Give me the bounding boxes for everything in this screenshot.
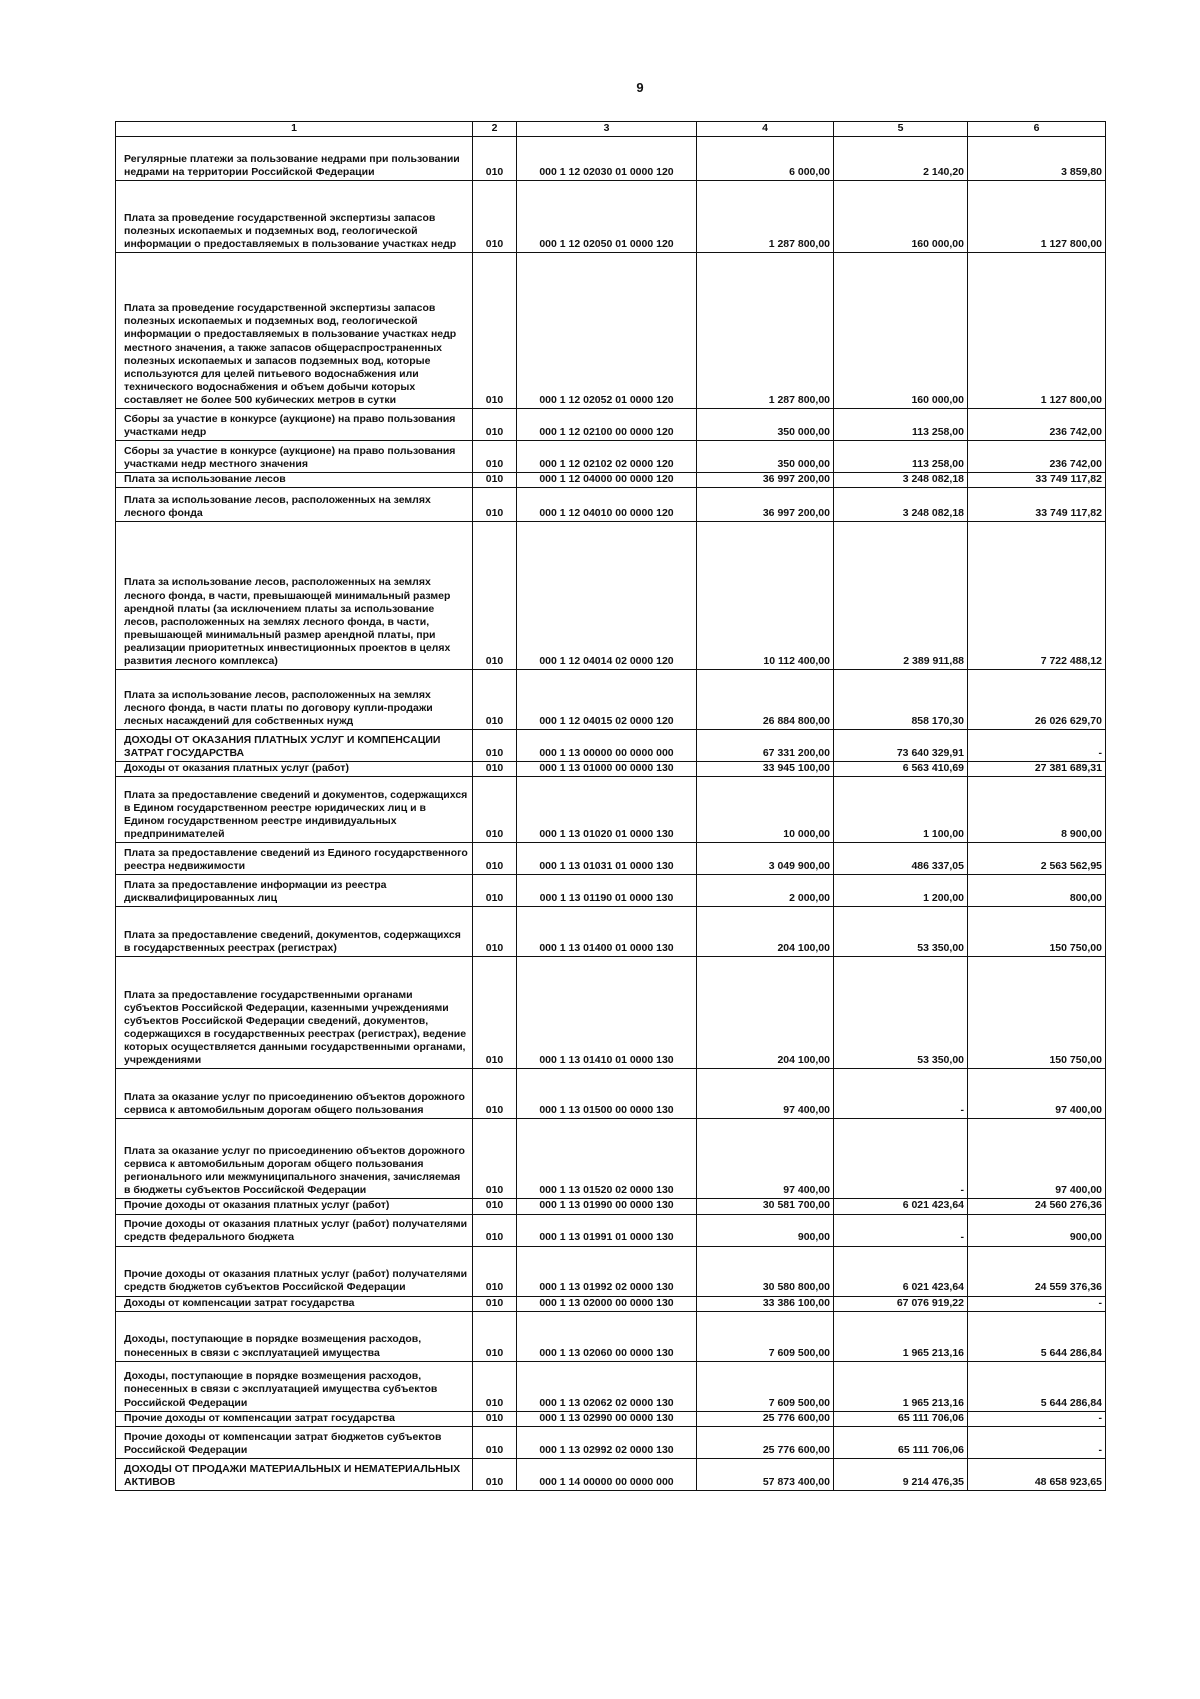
table-row <box>116 253 1106 409</box>
table-row <box>116 522 1106 670</box>
row-code: 010 <box>473 1199 517 1214</box>
row-code: 010 <box>473 1426 517 1458</box>
row-name: Доходы от оказания платных услуг (работ) <box>116 762 473 777</box>
row-plan: 97 400,00 <box>697 1069 834 1119</box>
row-executed: 1 965 213,16 <box>834 1361 968 1411</box>
row-executed: 65 111 706,06 <box>834 1426 968 1458</box>
row-name: Прочие доходы от оказания платных услуг (работ) получателями средств федерального бюджета <box>116 1214 473 1246</box>
row-code: 010 <box>473 875 517 907</box>
row-code: 010 <box>473 488 517 522</box>
row-name: Плата за предоставление сведений, документов, содержащихся в государственных реестрах (регистрах) <box>116 907 473 957</box>
row-executed: 1 965 213,16 <box>834 1311 968 1361</box>
row-kbk: 000 1 14 00000 00 0000 000 <box>517 1458 697 1490</box>
row-name: Плата за проведение государственной экспертизы запасов полезных ископаемых и подземных вод, геологической информации о предоставляемых в пользование участках недр <box>116 181 473 253</box>
row-remainder: 150 750,00 <box>968 957 1106 1069</box>
table-row <box>116 441 1106 473</box>
row-plan: 1 287 800,00 <box>697 253 834 409</box>
row-remainder: - <box>968 730 1106 762</box>
row-kbk: 000 1 13 01190 01 0000 130 <box>517 875 697 907</box>
row-kbk: 000 1 12 04015 02 0000 120 <box>517 670 697 730</box>
row-code: 010 <box>473 137 517 181</box>
row-remainder: 48 658 923,65 <box>968 1458 1106 1490</box>
row-plan: 30 581 700,00 <box>697 1199 834 1214</box>
row-code: 010 <box>473 777 517 843</box>
row-remainder: 900,00 <box>968 1214 1106 1246</box>
row-plan: 67 331 200,00 <box>697 730 834 762</box>
row-remainder: 150 750,00 <box>968 907 1106 957</box>
row-remainder: 26 026 629,70 <box>968 670 1106 730</box>
table-row <box>116 843 1106 875</box>
row-name: Прочие доходы от компенсации затрат бюджетов субъектов Российской Федерации <box>116 1426 473 1458</box>
table-row <box>116 1296 1106 1311</box>
table-row <box>116 1069 1106 1119</box>
row-name: Доходы, поступающие в порядке возмещения расходов, понесенных в связи с эксплуатацией имущества <box>116 1311 473 1361</box>
row-code: 010 <box>473 1296 517 1311</box>
column-header: 6 <box>968 122 1106 137</box>
table-row <box>116 1199 1106 1214</box>
row-plan: 350 000,00 <box>697 441 834 473</box>
column-header: 1 <box>116 122 473 137</box>
row-name: Доходы от компенсации затрат государства <box>116 1296 473 1311</box>
table-row <box>116 957 1106 1069</box>
row-code: 010 <box>473 1311 517 1361</box>
row-plan: 36 997 200,00 <box>697 488 834 522</box>
row-name: Прочие доходы от оказания платных услуг (работ) получателями средств бюджетов субъектов Российской Федерации <box>116 1246 473 1296</box>
table-row <box>116 1311 1106 1361</box>
row-executed: 9 214 476,35 <box>834 1458 968 1490</box>
row-name: Плата за использование лесов, расположенных на землях лесного фонда, в части, превышающей минимальный размер арендной платы (за исключением платы за использование лесов, расположенных на землях лесного фонда, в части, превышающей минимальный размер арендной платы, при реализации приоритетных инвестиционных проектов в целях развития лесного комплекса) <box>116 522 473 670</box>
row-remainder: 236 742,00 <box>968 409 1106 441</box>
row-code: 010 <box>473 907 517 957</box>
row-executed: 3 248 082,18 <box>834 488 968 522</box>
row-kbk: 000 1 13 01031 01 0000 130 <box>517 843 697 875</box>
row-kbk: 000 1 12 04000 00 0000 120 <box>517 473 697 488</box>
table-row <box>116 473 1106 488</box>
row-code: 010 <box>473 730 517 762</box>
row-name: Сборы за участие в конкурсе (аукционе) на право пользования участками недр местного значения <box>116 441 473 473</box>
row-kbk: 000 1 13 01520 02 0000 130 <box>517 1119 697 1199</box>
row-code: 010 <box>473 1069 517 1119</box>
row-kbk: 000 1 13 01000 00 0000 130 <box>517 762 697 777</box>
column-header: 4 <box>697 122 834 137</box>
row-name: Плата за предоставление информации из реестра дисквалифицированных лиц <box>116 875 473 907</box>
table-row <box>116 137 1106 181</box>
row-kbk: 000 1 13 01991 01 0000 130 <box>517 1214 697 1246</box>
row-executed: 3 248 082,18 <box>834 473 968 488</box>
row-remainder: 236 742,00 <box>968 441 1106 473</box>
table-row <box>116 488 1106 522</box>
row-remainder: 24 560 276,36 <box>968 1199 1106 1214</box>
row-executed: 113 258,00 <box>834 409 968 441</box>
table-row <box>116 1214 1106 1246</box>
row-code: 010 <box>473 441 517 473</box>
row-code: 010 <box>473 1411 517 1426</box>
row-name: Регулярные платежи за пользование недрами при пользовании недрами на территории Российской Федерации <box>116 137 473 181</box>
table-row <box>116 409 1106 441</box>
row-name: ДОХОДЫ ОТ ПРОДАЖИ МАТЕРИАЛЬНЫХ И НЕМАТЕРИАЛЬНЫХ АКТИВОВ <box>116 1458 473 1490</box>
table-row <box>116 1411 1106 1426</box>
row-name: Плата за оказание услуг по присоединению объектов дорожного сервиса к автомобильным дорогам общего пользования регионального или межмуниципального значения, зачисляемая в бюджеты субъектов Российской Федерации <box>116 1119 473 1199</box>
row-executed: 73 640 329,91 <box>834 730 968 762</box>
row-executed: 858 170,30 <box>834 670 968 730</box>
row-executed: 113 258,00 <box>834 441 968 473</box>
row-kbk: 000 1 13 00000 00 0000 000 <box>517 730 697 762</box>
row-kbk: 000 1 13 01020 01 0000 130 <box>517 777 697 843</box>
row-remainder: 33 749 117,82 <box>968 488 1106 522</box>
row-remainder: 24 559 376,36 <box>968 1246 1106 1296</box>
row-name: Плата за использование лесов, расположенных на землях лесного фонда <box>116 488 473 522</box>
row-remainder: 2 563 562,95 <box>968 843 1106 875</box>
row-code: 010 <box>473 1119 517 1199</box>
row-executed: 2 140,20 <box>834 137 968 181</box>
row-kbk: 000 1 12 02052 01 0000 120 <box>517 253 697 409</box>
row-remainder: - <box>968 1411 1106 1426</box>
row-plan: 36 997 200,00 <box>697 473 834 488</box>
row-plan: 10 000,00 <box>697 777 834 843</box>
row-name: Плата за проведение государственной экспертизы запасов полезных ископаемых и подземных вод, геологической информации о предоставляемых в пользование участках недр местного значения, а также запасов общераспространенных полезных ископаемых и запасов подземных вод, которые используются для целей питьевого водоснабжения или технического водоснабжения и объем добычи которых составляет не более 500 кубических метров в сутки <box>116 253 473 409</box>
row-executed: 160 000,00 <box>834 181 968 253</box>
row-plan: 2 000,00 <box>697 875 834 907</box>
row-plan: 6 000,00 <box>697 137 834 181</box>
row-kbk: 000 1 12 02050 01 0000 120 <box>517 181 697 253</box>
table-row <box>116 181 1106 253</box>
table-row <box>116 762 1106 777</box>
row-plan: 10 112 400,00 <box>697 522 834 670</box>
row-kbk: 000 1 12 04010 00 0000 120 <box>517 488 697 522</box>
row-plan: 900,00 <box>697 1214 834 1246</box>
row-code: 010 <box>473 181 517 253</box>
row-kbk: 000 1 12 02102 02 0000 120 <box>517 441 697 473</box>
row-plan: 30 580 800,00 <box>697 1246 834 1296</box>
table-row <box>116 875 1106 907</box>
row-plan: 33 386 100,00 <box>697 1296 834 1311</box>
row-plan: 33 945 100,00 <box>697 762 834 777</box>
row-plan: 204 100,00 <box>697 957 834 1069</box>
row-remainder: 1 127 800,00 <box>968 181 1106 253</box>
row-code: 010 <box>473 1361 517 1411</box>
row-executed: 6 563 410,69 <box>834 762 968 777</box>
column-header: 5 <box>834 122 968 137</box>
row-executed: - <box>834 1069 968 1119</box>
table-row <box>116 1426 1106 1458</box>
page-number: 9 <box>636 80 644 95</box>
row-executed: 65 111 706,06 <box>834 1411 968 1426</box>
row-executed: 6 021 423,64 <box>834 1246 968 1296</box>
row-executed: 2 389 911,88 <box>834 522 968 670</box>
row-remainder: - <box>968 1426 1106 1458</box>
row-plan: 25 776 600,00 <box>697 1426 834 1458</box>
row-kbk: 000 1 13 02992 02 0000 130 <box>517 1426 697 1458</box>
row-code: 010 <box>473 522 517 670</box>
row-kbk: 000 1 12 02100 00 0000 120 <box>517 409 697 441</box>
row-kbk: 000 1 13 02990 00 0000 130 <box>517 1411 697 1426</box>
row-executed: 53 350,00 <box>834 957 968 1069</box>
row-plan: 3 049 900,00 <box>697 843 834 875</box>
column-header: 2 <box>473 122 517 137</box>
table-row <box>116 1119 1106 1199</box>
row-kbk: 000 1 12 04014 02 0000 120 <box>517 522 697 670</box>
row-code: 010 <box>473 253 517 409</box>
row-kbk: 000 1 13 02062 02 0000 130 <box>517 1361 697 1411</box>
row-plan: 7 609 500,00 <box>697 1311 834 1361</box>
row-name: Прочие доходы от компенсации затрат государства <box>116 1411 473 1426</box>
row-remainder: 97 400,00 <box>968 1119 1106 1199</box>
row-executed: 67 076 919,22 <box>834 1296 968 1311</box>
row-kbk: 000 1 13 01992 02 0000 130 <box>517 1246 697 1296</box>
column-number-row <box>116 122 1106 137</box>
row-name: Плата за оказание услуг по присоединению объектов дорожного сервиса к автомобильным дорогам общего пользования <box>116 1069 473 1119</box>
row-executed: - <box>834 1119 968 1199</box>
row-code: 010 <box>473 473 517 488</box>
row-plan: 97 400,00 <box>697 1119 834 1199</box>
row-remainder: 800,00 <box>968 875 1106 907</box>
table-row <box>116 670 1106 730</box>
row-plan: 1 287 800,00 <box>697 181 834 253</box>
row-plan: 204 100,00 <box>697 907 834 957</box>
row-plan: 25 776 600,00 <box>697 1411 834 1426</box>
row-code: 010 <box>473 843 517 875</box>
row-code: 010 <box>473 957 517 1069</box>
row-remainder: 97 400,00 <box>968 1069 1106 1119</box>
table-row <box>116 1246 1106 1296</box>
income-report-table <box>115 121 1106 1491</box>
row-name: Плата за использование лесов <box>116 473 473 488</box>
row-kbk: 000 1 13 01400 01 0000 130 <box>517 907 697 957</box>
row-kbk: 000 1 13 02060 00 0000 130 <box>517 1311 697 1361</box>
row-name: Плата за предоставление государственными органами субъектов Российской Федерации, казенными учреждениями субъектов Российской Федерации сведений, документов, содержащихся в государственных реестрах (регистрах), ведение которых осуществляется данными государственными органами, учреждениями <box>116 957 473 1069</box>
row-code: 010 <box>473 1246 517 1296</box>
row-remainder: 27 381 689,31 <box>968 762 1106 777</box>
row-plan: 57 873 400,00 <box>697 1458 834 1490</box>
table-row <box>116 907 1106 957</box>
table-row <box>116 777 1106 843</box>
row-remainder: - <box>968 1296 1106 1311</box>
row-remainder: 33 749 117,82 <box>968 473 1106 488</box>
row-executed: 486 337,05 <box>834 843 968 875</box>
row-kbk: 000 1 13 02000 00 0000 130 <box>517 1296 697 1311</box>
row-remainder: 5 644 286,84 <box>968 1311 1106 1361</box>
row-kbk: 000 1 13 01500 00 0000 130 <box>517 1069 697 1119</box>
row-code: 010 <box>473 670 517 730</box>
row-remainder: 1 127 800,00 <box>968 253 1106 409</box>
row-plan: 350 000,00 <box>697 409 834 441</box>
row-name: Плата за использование лесов, расположенных на землях лесного фонда, в части платы по договору купли-продажи лесных насаждений для собственных нужд <box>116 670 473 730</box>
column-header: 3 <box>517 122 697 137</box>
row-name: ДОХОДЫ ОТ ОКАЗАНИЯ ПЛАТНЫХ УСЛУГ И КОМПЕНСАЦИИ ЗАТРАТ ГОСУДАРСТВА <box>116 730 473 762</box>
row-name: Прочие доходы от оказания платных услуг (работ) <box>116 1199 473 1214</box>
row-executed: 53 350,00 <box>834 907 968 957</box>
table-row <box>116 730 1106 762</box>
row-executed: 1 200,00 <box>834 875 968 907</box>
row-executed: 6 021 423,64 <box>834 1199 968 1214</box>
row-kbk: 000 1 13 01410 01 0000 130 <box>517 957 697 1069</box>
row-remainder: 3 859,80 <box>968 137 1106 181</box>
row-name: Плата за предоставление сведений и документов, содержащихся в Едином государственном реестре юридических лиц и в Едином государственном реестре индивидуальных предпринимателей <box>116 777 473 843</box>
table-row <box>116 1458 1106 1490</box>
row-executed: - <box>834 1214 968 1246</box>
row-plan: 26 884 800,00 <box>697 670 834 730</box>
row-code: 010 <box>473 1214 517 1246</box>
row-plan: 7 609 500,00 <box>697 1361 834 1411</box>
row-remainder: 8 900,00 <box>968 777 1106 843</box>
row-code: 010 <box>473 409 517 441</box>
row-name: Плата за предоставление сведений из Единого государственного реестра недвижимости <box>116 843 473 875</box>
row-executed: 1 100,00 <box>834 777 968 843</box>
row-name: Доходы, поступающие в порядке возмещения расходов, понесенных в связи с эксплуатацией имущества субъектов Российской Федерации <box>116 1361 473 1411</box>
row-remainder: 7 722 488,12 <box>968 522 1106 670</box>
row-code: 010 <box>473 762 517 777</box>
row-executed: 160 000,00 <box>834 253 968 409</box>
row-kbk: 000 1 12 02030 01 0000 120 <box>517 137 697 181</box>
row-name: Сборы за участие в конкурсе (аукционе) на право пользования участками недр <box>116 409 473 441</box>
row-code: 010 <box>473 1458 517 1490</box>
table-row <box>116 1361 1106 1411</box>
row-kbk: 000 1 13 01990 00 0000 130 <box>517 1199 697 1214</box>
row-remainder: 5 644 286,84 <box>968 1361 1106 1411</box>
